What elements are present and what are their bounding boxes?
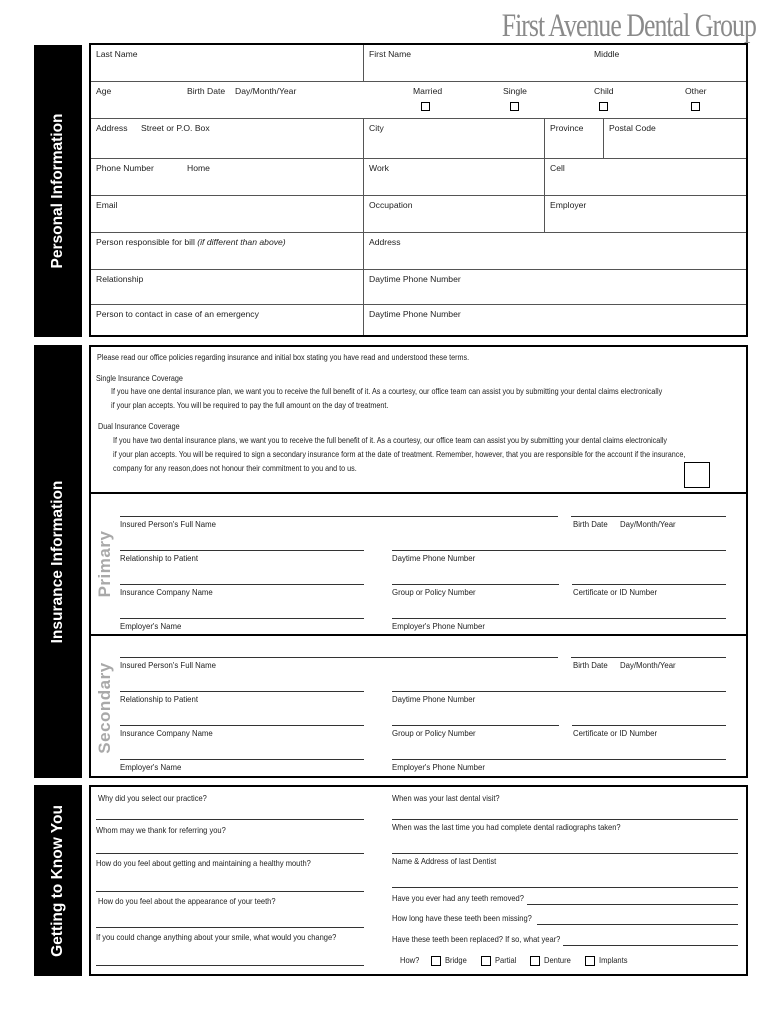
- dual-coverage-text-3: company for any reason,does not honour their commitment to you and to us.: [113, 464, 357, 473]
- email-label: Email: [96, 200, 118, 210]
- primary-group-label: Group or Policy Number: [392, 588, 476, 597]
- work-phone-label: Work: [369, 163, 389, 173]
- personal-information-form: [89, 43, 748, 337]
- responsible-address-label: Address: [369, 237, 401, 247]
- work-phone-field[interactable]: [364, 159, 545, 196]
- denture-label: Denture: [544, 956, 571, 965]
- secondary-employer-phone-line[interactable]: [392, 759, 726, 760]
- postal-code-label: Postal Code: [609, 123, 656, 133]
- address-label: Address: [96, 123, 128, 133]
- other-checkbox[interactable]: [691, 102, 700, 111]
- insurance-policy-intro: Please read our office policies regarding insurance and initial box stating you have read and understood these terms.: [97, 353, 470, 362]
- responsible-person-note: (if different than above): [197, 237, 286, 247]
- bridge-label: Bridge: [445, 956, 467, 965]
- secondary-birth-format-label: Day/Month/Year: [620, 661, 676, 670]
- responsible-daytime-phone-field[interactable]: [364, 270, 746, 305]
- last-dentist-question: Name & Address of last Dentist: [392, 857, 497, 866]
- province-field[interactable]: [545, 119, 604, 159]
- implants-label: Implants: [599, 956, 628, 965]
- primary-employer-phone-label: Employer's Phone Number: [392, 622, 485, 631]
- child-label: Child: [594, 86, 614, 96]
- first-name-label: First Name: [369, 49, 412, 59]
- primary-relationship-label: Relationship to Patient: [120, 554, 199, 563]
- secondary-certificate-label: Certificate or ID Number: [573, 729, 658, 738]
- street-label: Street or P.O. Box: [141, 123, 210, 133]
- relationship-label: Relationship: [96, 274, 144, 284]
- home-phone-label: Home: [187, 163, 210, 173]
- secondary-insured-name-label: Insured Person's Full Name: [120, 661, 216, 670]
- radiographs-question: When was the last time you had complete dental radiographs taken?: [392, 823, 621, 832]
- city-field[interactable]: [364, 119, 545, 159]
- occupation-field[interactable]: [364, 196, 545, 233]
- why-select-question: Why did you select our practice?: [98, 794, 207, 803]
- insurance-information-sidebar: [34, 345, 82, 778]
- secondary-insurance-box: [89, 634, 748, 778]
- primary-company-line[interactable]: [120, 584, 364, 585]
- relationship-field[interactable]: [91, 270, 364, 305]
- teeth-replaced-answer-line[interactable]: [563, 945, 738, 946]
- single-checkbox[interactable]: [510, 102, 519, 111]
- primary-relationship-line[interactable]: [120, 550, 364, 551]
- smile-change-answer-line[interactable]: [96, 965, 364, 966]
- secondary-certificate-line[interactable]: [572, 725, 726, 726]
- primary-insured-name-label: Insured Person's Full Name: [120, 520, 216, 529]
- primary-daytime-phone-label: Daytime Phone Number: [392, 554, 476, 563]
- secondary-heading: Secondary: [95, 662, 114, 754]
- primary-heading: Primary: [95, 530, 114, 598]
- age-label: Age: [96, 86, 112, 96]
- secondary-employer-line[interactable]: [120, 759, 364, 760]
- secondary-employer-label: Employer's Name: [120, 763, 182, 772]
- teeth-replaced-question: Have these teeth been replaced? If so, what year?: [392, 935, 561, 944]
- last-visit-answer-line[interactable]: [392, 819, 738, 820]
- child-checkbox[interactable]: [599, 102, 608, 111]
- last-name-label: Last Name: [96, 49, 138, 59]
- radiographs-answer-line[interactable]: [392, 853, 738, 854]
- referral-question: Whom may we thank for referring you?: [96, 826, 226, 835]
- primary-insurance-box: [89, 492, 748, 636]
- responsible-person-field[interactable]: [91, 233, 364, 270]
- postal-code-field[interactable]: [604, 119, 746, 159]
- emergency-contact-field[interactable]: [91, 305, 364, 335]
- responsible-daytime-phone-label: Daytime Phone Number: [369, 274, 461, 284]
- secondary-daytime-phone-line[interactable]: [392, 691, 726, 692]
- emergency-phone-label: Daytime Phone Number: [369, 309, 461, 319]
- primary-employer-label: Employer's Name: [120, 622, 182, 631]
- healthy-mouth-answer-line[interactable]: [96, 891, 364, 892]
- bridge-checkbox[interactable]: [431, 956, 441, 966]
- primary-certificate-line[interactable]: [572, 584, 726, 585]
- primary-company-label: Insurance Company Name: [120, 588, 213, 597]
- dual-coverage-title: Dual Insurance Coverage: [98, 422, 180, 431]
- secondary-employer-phone-label: Employer's Phone Number: [392, 763, 485, 772]
- cell-phone-field[interactable]: [545, 159, 746, 196]
- personal-information-heading: Personal Information: [49, 113, 66, 269]
- secondary-daytime-phone-label: Daytime Phone Number: [392, 695, 476, 704]
- insurance-information-heading: Insurance Information: [49, 480, 66, 643]
- secondary-insured-name-line[interactable]: [120, 657, 558, 658]
- emergency-contact-label: Person to contact in case of an emergency: [96, 309, 259, 319]
- secondary-group-label: Group or Policy Number: [392, 729, 476, 738]
- employer-field[interactable]: [545, 196, 746, 233]
- birth-date-format-label: Day/Month/Year: [235, 86, 297, 96]
- emergency-phone-field[interactable]: [364, 305, 746, 335]
- primary-employer-phone-line[interactable]: [392, 618, 726, 619]
- secondary-birth-date-line[interactable]: [571, 657, 726, 658]
- initial-box[interactable]: [684, 462, 710, 488]
- teeth-removed-question: Have you ever had any teeth removed?: [392, 894, 524, 903]
- secondary-birth-date-label: Birth Date: [573, 661, 608, 670]
- single-coverage-text-2: if your plan accepts. You will be required to pay the full amount on the day of treatment.: [111, 401, 389, 410]
- partial-checkbox[interactable]: [481, 956, 491, 966]
- single-coverage-title: Single Insurance Coverage: [96, 374, 183, 383]
- cell-phone-label: Cell: [550, 163, 565, 173]
- responsible-person-label: Person responsible for bill: [96, 237, 195, 247]
- referral-answer-line[interactable]: [96, 853, 364, 854]
- teeth-removed-answer-line[interactable]: [527, 904, 738, 905]
- insurance-policy-box: [89, 345, 748, 494]
- phone-number-label: Phone Number: [96, 163, 154, 173]
- denture-checkbox[interactable]: [530, 956, 540, 966]
- occupation-label: Occupation: [369, 200, 413, 210]
- secondary-relationship-line[interactable]: [120, 691, 364, 692]
- primary-birth-format-label: Day/Month/Year: [620, 520, 676, 529]
- how-label: How?: [400, 956, 420, 965]
- employer-label: Employer: [550, 200, 587, 210]
- dual-coverage-text-1: If you have two dental insurance plans, we want you to receive the full benefit of it. As a courtesy, our office team can assist you by submitting your dental claims electronically: [113, 436, 668, 445]
- primary-group-line[interactable]: [392, 584, 559, 585]
- secondary-company-label: Insurance Company Name: [120, 729, 213, 738]
- first-name-field[interactable]: [364, 45, 746, 82]
- smile-change-question: If you could change anything about your smile, what would you change?: [96, 933, 337, 942]
- married-label: Married: [413, 86, 443, 96]
- city-label: City: [369, 123, 384, 133]
- married-checkbox[interactable]: [421, 102, 430, 111]
- primary-daytime-phone-line[interactable]: [392, 550, 726, 551]
- single-coverage-text-1: If you have one dental insurance plan, we want you to receive the full benefit of it. As a courtesy, our office team can assist you by submitting your dental claims electronically: [111, 387, 663, 396]
- responsible-address-field[interactable]: [364, 233, 746, 270]
- getting-to-know-you-box: [89, 785, 748, 976]
- email-field[interactable]: [91, 196, 364, 233]
- middle-name-label: Middle: [594, 49, 620, 59]
- secondary-group-line[interactable]: [392, 725, 559, 726]
- teeth-missing-answer-line[interactable]: [537, 924, 738, 925]
- primary-certificate-label: Certificate or ID Number: [573, 588, 658, 597]
- teeth-appearance-question: How do you feel about the appearance of your teeth?: [98, 897, 276, 906]
- secondary-company-line[interactable]: [120, 725, 364, 726]
- teeth-appearance-answer-line[interactable]: [96, 927, 364, 928]
- last-visit-question: When was your last dental visit?: [392, 794, 500, 803]
- getting-to-know-you-heading: Getting to Know You: [49, 804, 66, 957]
- age-birth-marital-row: [91, 82, 746, 119]
- single-label: Single: [503, 86, 527, 96]
- secondary-relationship-label: Relationship to Patient: [120, 695, 199, 704]
- primary-employer-line[interactable]: [120, 618, 364, 619]
- healthy-mouth-question: How do you feel about getting and maintaining a healthy mouth?: [96, 859, 311, 868]
- address-field[interactable]: [91, 119, 364, 159]
- last-dentist-answer-line[interactable]: [392, 887, 738, 888]
- teeth-missing-question: How long have these teeth been missing?: [392, 914, 532, 923]
- primary-insured-name-line[interactable]: [120, 516, 558, 517]
- home-phone-field[interactable]: [91, 159, 364, 196]
- birth-date-label: Birth Date: [187, 86, 226, 96]
- dual-coverage-text-2: if your plan accepts. You will be required to sign a secondary insurance form at the date of treatment. Remember, however, that you are responsible for the account if the insurance,: [113, 450, 686, 459]
- getting-to-know-you-sidebar: [34, 785, 82, 976]
- implants-checkbox[interactable]: [585, 956, 595, 966]
- primary-birth-date-label: Birth Date: [573, 520, 608, 529]
- practice-name-logo: First Avenue Dental Group: [501, 8, 756, 44]
- last-name-field[interactable]: [91, 45, 364, 82]
- primary-birth-date-line[interactable]: [571, 516, 726, 517]
- other-label: Other: [685, 86, 707, 96]
- why-select-answer-line[interactable]: [96, 819, 364, 820]
- partial-label: Partial: [495, 956, 517, 965]
- personal-information-sidebar: [34, 45, 82, 337]
- province-label: Province: [550, 123, 584, 133]
